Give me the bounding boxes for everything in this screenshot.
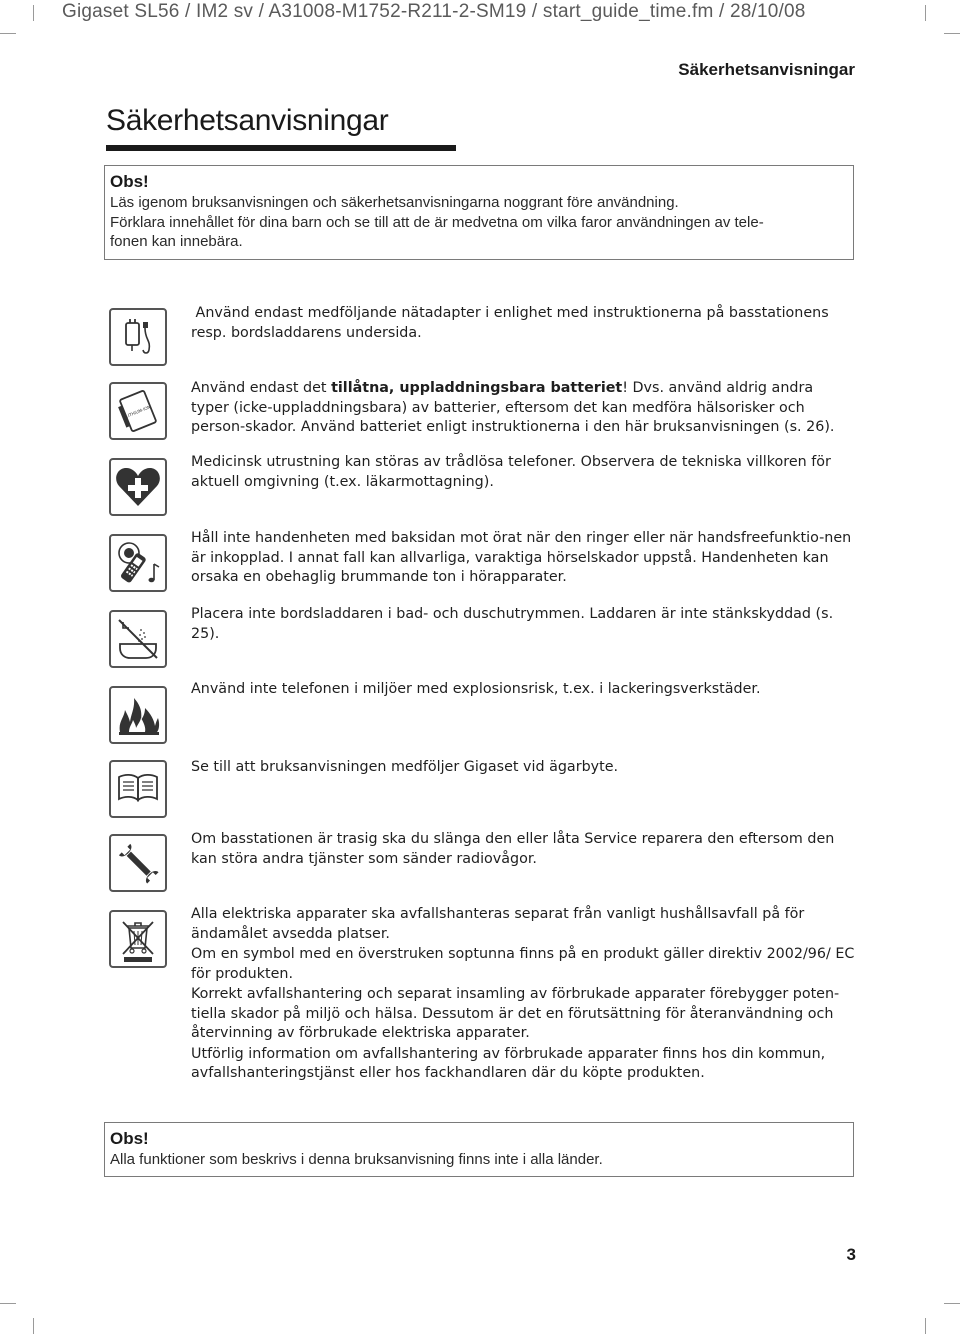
safety-item [191,605,855,644]
manual-book-icon [109,760,167,818]
notice-box-bottom [104,1122,854,1177]
running-head: Säkerhetsanvisningar [678,60,855,79]
crop-mark [944,1303,960,1304]
wrench-icon [109,834,167,892]
safety-item-text [191,304,855,343]
safety-item-text: Använd inte telefonen i miljöer med explosionsrisk, t.ex. i lackeringsverkstäder. [191,681,761,697]
crop-mark [33,5,34,21]
page-number: 3 [846,1245,856,1264]
safety-item [191,304,855,343]
no-bathroom-icon [109,610,167,668]
text-run: ! Dvs. använd aldrig andra typer (icke-uppladdningsbara) av batterier, eftersom det kan medföra hälsorisker och person-skador. Använd batteriet enligt instruktionerna i den här bruksanvisningen (s. 26). [191,380,835,435]
safety-item [191,529,855,588]
notice-line: Förklara innehållet för dina barn och se till att de är medvetna om vilka faror användningen av tele- [110,213,764,231]
safety-item-text: Om basstationen är trasig ska du slänga den eller låta Service reparera den eftersom den kan störa andra tjänster som sänder radiovågor. [191,831,835,867]
notice-heading: Obs! [110,1129,149,1148]
title-rule [106,145,456,151]
safety-item [191,680,855,700]
notice-line: Alla funktioner som beskrivs i denna bruksanvisning finns inte i alla länder. [110,1151,603,1168]
power-adapter-icon [109,308,167,366]
notice-heading: Obs! [110,172,149,191]
explosion-flame-icon [109,686,167,744]
medical-heart-icon [109,458,167,516]
crop-mark [925,1318,926,1334]
safety-item-text: Håll inte handenheten med baksidan mot örat när den ringer eller när handsfreefunktio-nen är inkopplad. I annat fall kan allvarliga, varaktiga hörselskador uppstå. Handenheten kan orsaka en obehaglig brummande ton i hörapparater. [191,530,852,585]
text-run: Använd endast det [191,380,332,396]
safety-item-text: Korrekt avfallshantering och separat insamling av förbrukade apparater förebygger poten-tiella skador på miljö och hälsa. Dessutom är det en förutsättning för återanvändning och återvinning av förbrukade elektriska apparater. [191,986,840,1041]
safety-item-text: Se till att bruksanvisningen medföljer Gigaset vid ägarbyte. [191,759,619,775]
crop-mark [0,1303,16,1304]
notice-line: Läs igenom bruksanvisningen och säkerhetsanvisningarna noggrant före användning. [110,194,679,211]
page-title: Säkerhetsanvisningar [106,104,389,137]
safety-item [191,830,855,869]
battery-icon [109,382,167,440]
safety-item [191,758,855,778]
handset-ringing-icon [109,534,167,592]
safety-item-text: Använd endast medföljande nätadapter i enlighet med instruktionerna på basstationens resp. bordsladdarens undersida. [191,305,829,341]
safety-item-text: Placera inte bordsladdaren i bad- och duschutrymmen. Laddaren är inte stänkskyddad (s. 25). [191,606,834,642]
safety-item-text: Medicinsk utrustning kan störas av trådlösa telefoner. Observera de tekniska villkoren för aktuell omgivning (t.ex. läkarmottagning). [191,454,831,490]
safety-item-text: Alla elektriska apparater ska avfallshanteras separat från vanligt hushållsavfall på för ändamålet avsedda platser. [191,906,805,942]
crop-mark [944,33,960,34]
safety-item [191,453,855,492]
safety-item [191,905,855,1084]
crop-mark [0,33,16,34]
emphasis-text: tillåtna, uppladdningsbara batteriet [331,380,623,396]
safety-item [191,379,855,438]
battery-label: LITHIUM-ION [125,404,152,419]
file-info-line: Gigaset SL56 / IM2 sv / A31008-M1752-R211-2-SM19 / start_guide_time.fm / 28/10/08 [62,1,806,22]
crop-mark [33,1318,34,1334]
safety-item-text [191,379,855,438]
safety-item-text: Utförlig information om avfallshantering av förbrukade apparater finns hos din kommun, avfallshanteringstjänst eller hos fackhandlaren där du köpte produkten. [191,1045,826,1081]
safety-item-text: Om en symbol med en överstruken soptunna finns på en produkt gäller direktiv 2002/96/ EC för produkten. [191,946,855,982]
crossed-bin-icon [109,910,167,968]
notice-line: fonen kan innebära. [110,233,243,250]
crop-mark [925,5,926,21]
notice-box-top [104,165,854,260]
